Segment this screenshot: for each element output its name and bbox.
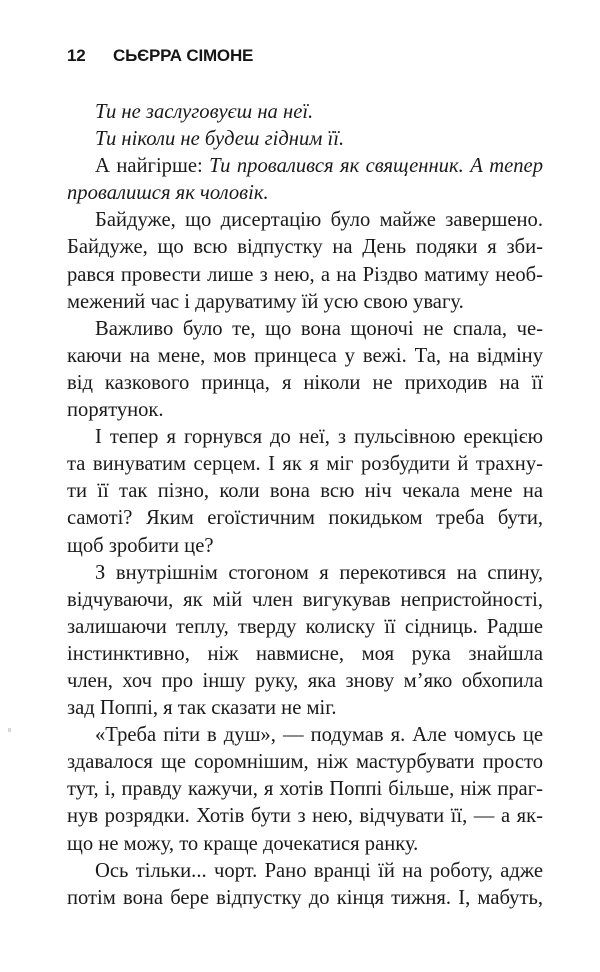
italic-text: Ти не заслуговуєш на неї.	[95, 101, 314, 123]
text-line	[67, 695, 543, 722]
body-text: інстинктивно, ніж навмисне, моя рука знайшла	[67, 642, 543, 665]
body-text: межений час і даруватиму їй усю свою увагу.	[67, 290, 464, 313]
page-number: 12	[67, 46, 86, 65]
body-text: та винуватим серцем. І як я міг розбудити й трахну-	[67, 453, 543, 476]
text-line	[67, 289, 543, 316]
text-line	[67, 776, 543, 803]
text-line	[67, 749, 543, 776]
body-text: самоті? Яким егоїстичним покидьком треба бути,	[67, 507, 543, 530]
text-line	[67, 885, 543, 912]
body-text: потім вона бере відпустку до кінця тижня. І, мабуть,	[67, 886, 543, 909]
body-text: член, хоч про іншу руку, яка знову м’яко обхопила	[67, 669, 543, 692]
body-text: З внутрішнім стогоном я перекотився на спину,	[95, 561, 543, 584]
body-text: зад Поппі, я так сказати не міг.	[67, 697, 337, 720]
body-text: що не можу, то краще дочекатися ранку.	[67, 832, 419, 855]
page-body-text	[67, 99, 543, 912]
scan-artifact	[8, 728, 11, 732]
text-line	[67, 234, 543, 261]
text-line	[67, 587, 543, 614]
running-header	[67, 46, 253, 66]
body-text: «Треба піти в душ», — подумав я. Але чомусь це	[95, 724, 543, 747]
text-line	[67, 722, 543, 749]
body-text: від казкового принца, я ніколи не приходив на її	[67, 371, 543, 394]
italic-text: Ти ніколи не будеш гідним її.	[95, 128, 345, 151]
body-text: Важливо було те, що вона щоночі не спала, че-	[95, 317, 543, 340]
text-line	[67, 560, 543, 587]
body-text: Ось тільки... чорт. Рано вранці їй на роботу, адже	[95, 859, 543, 882]
body-text: Байдуже, що дисертацію було майже завершено.	[95, 209, 543, 232]
body-text: порятунок.	[67, 399, 164, 422]
text-line	[67, 533, 543, 560]
text-line	[67, 424, 543, 451]
text-line	[67, 614, 543, 641]
text-line	[67, 397, 543, 424]
text-line	[67, 343, 543, 370]
text-line	[67, 180, 543, 207]
text-line	[67, 451, 543, 478]
body-text: ти її так пізно, коли вона всю ніч чекала мене на	[67, 480, 543, 503]
text-line	[67, 831, 543, 858]
body-text: тут, і, правду кажучи, я хотів Поппі більше, ніж праг-	[67, 778, 543, 801]
body-text: відчуваючи, як мій член вигукував непристойності,	[67, 588, 543, 611]
text-line	[67, 505, 543, 532]
body-text: А найгірше:	[95, 155, 210, 178]
text-line	[67, 641, 543, 668]
body-text: залишаючи теплу, тверду колиску її сідниць. Радше	[67, 615, 543, 638]
body-text: рався провести лише з нею, а на Різдво матиму необ-	[67, 263, 543, 286]
body-text: щоб зробити це?	[67, 534, 214, 557]
italic-text: провалишся як чоловік.	[67, 182, 269, 205]
text-line	[67, 99, 543, 126]
body-text: каючи на мене, мов принцеса у вежі. Та, на відміну	[67, 344, 543, 367]
body-text: нув розрядки. Хотів бути з нею, відчувати її, — а як-	[67, 805, 543, 828]
text-line	[67, 207, 543, 234]
body-text: І тепер я горнувся до неї, з пульсівною ерекцією	[95, 426, 543, 449]
italic-text: Ти провалився як священник. А тепер	[209, 155, 543, 178]
body-text: Байдуже, що всю відпустку на День подяки я зби-	[67, 236, 543, 259]
text-line	[67, 858, 543, 885]
text-line	[67, 668, 543, 695]
body-text: здавалося ще соромнішим, ніж мастурбувати просто	[67, 751, 543, 774]
text-line	[67, 153, 543, 180]
text-line	[67, 370, 543, 397]
text-line	[67, 126, 543, 153]
text-line	[67, 803, 543, 830]
text-line	[67, 478, 543, 505]
text-line	[67, 262, 543, 289]
author-name: СЬЄРРА СІМОНЕ	[113, 46, 254, 65]
text-line	[67, 316, 543, 343]
